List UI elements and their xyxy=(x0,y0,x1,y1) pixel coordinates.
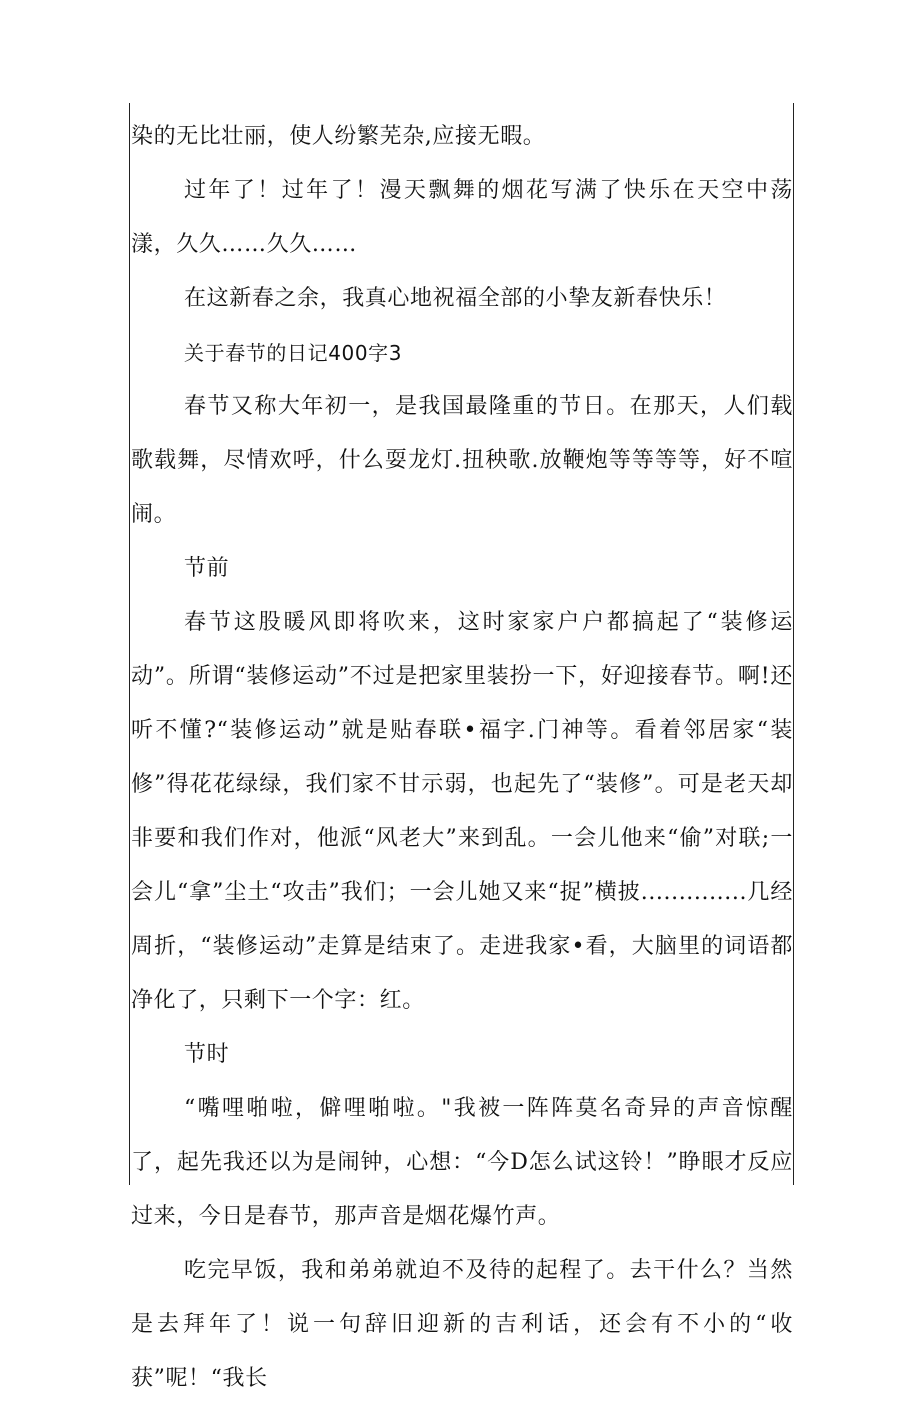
paragraph-continuation: 染的无比壮丽，使人纷繁芜杂,应接无暇。 xyxy=(131,124,546,149)
paragraph-intro: 春节又称大年初一，是我国最隆重的节日。在那天，人们载歌载舞，尽情欢呼，什么耍龙灯.扭秧歌.放鞭炮等等等等，好不喧闹。 xyxy=(131,394,793,527)
paragraph-new-year: 过年了！过年了！漫天飘舞的烟花写满了快乐在天空中荡漾，久久……久久…… xyxy=(131,178,793,257)
subheading-before-festival: 节前 xyxy=(184,556,230,581)
paragraph-decoration: 春节这股暖风即将吹来，这时家家户户都搞起了“装修运动”。所谓“装修运动”不过是把家里装扮一下，好迎接春节。啊!还听不懂?“装修运动”就是贴春联•福字.门神等。看着邻居家“装修”得花花绿绿，我们家不甘示弱，也起先了“装修”。可是老天却非要和我们作对，他派“风老大”来到乱。一会儿他来“偷”对联;一会儿“拿”尘土“攻击”我们；一会儿她又来“捉”横披..............几经周折，“装修运动”走算是结束了。走进我家•看，大脑里的词语都净化了，只剩下一个字：红。 xyxy=(131,610,793,1013)
paragraph-fireworks: “嘴哩啪啦，僻哩啪啦。"我被一阵阵莫名奇异的声音惊醒了，起先我还以为是闹钟，心想：“今D怎么试这铃！”睁眼才反应过来，今日是春节，那声音是烟花爆竹声。 xyxy=(131,1096,793,1229)
paragraph-visit: 吃完早饭，我和弟弟就迫不及待的起程了。去干什么？当然是去拜年了！说一句辞旧迎新的吉利话，还会有不小的“收获”呢！“我长 xyxy=(131,1258,793,1391)
page-frame-left-border xyxy=(129,103,130,1185)
paragraph-greeting: 在这新春之余，我真心地祝福全部的小挚友新春快乐！ xyxy=(184,286,727,311)
document-body xyxy=(131,110,793,1406)
subheading-during-festival: 节时 xyxy=(184,1042,230,1067)
section-title: 关于春节的日记400字3 xyxy=(184,341,403,365)
page-frame-right-border xyxy=(793,103,794,1185)
